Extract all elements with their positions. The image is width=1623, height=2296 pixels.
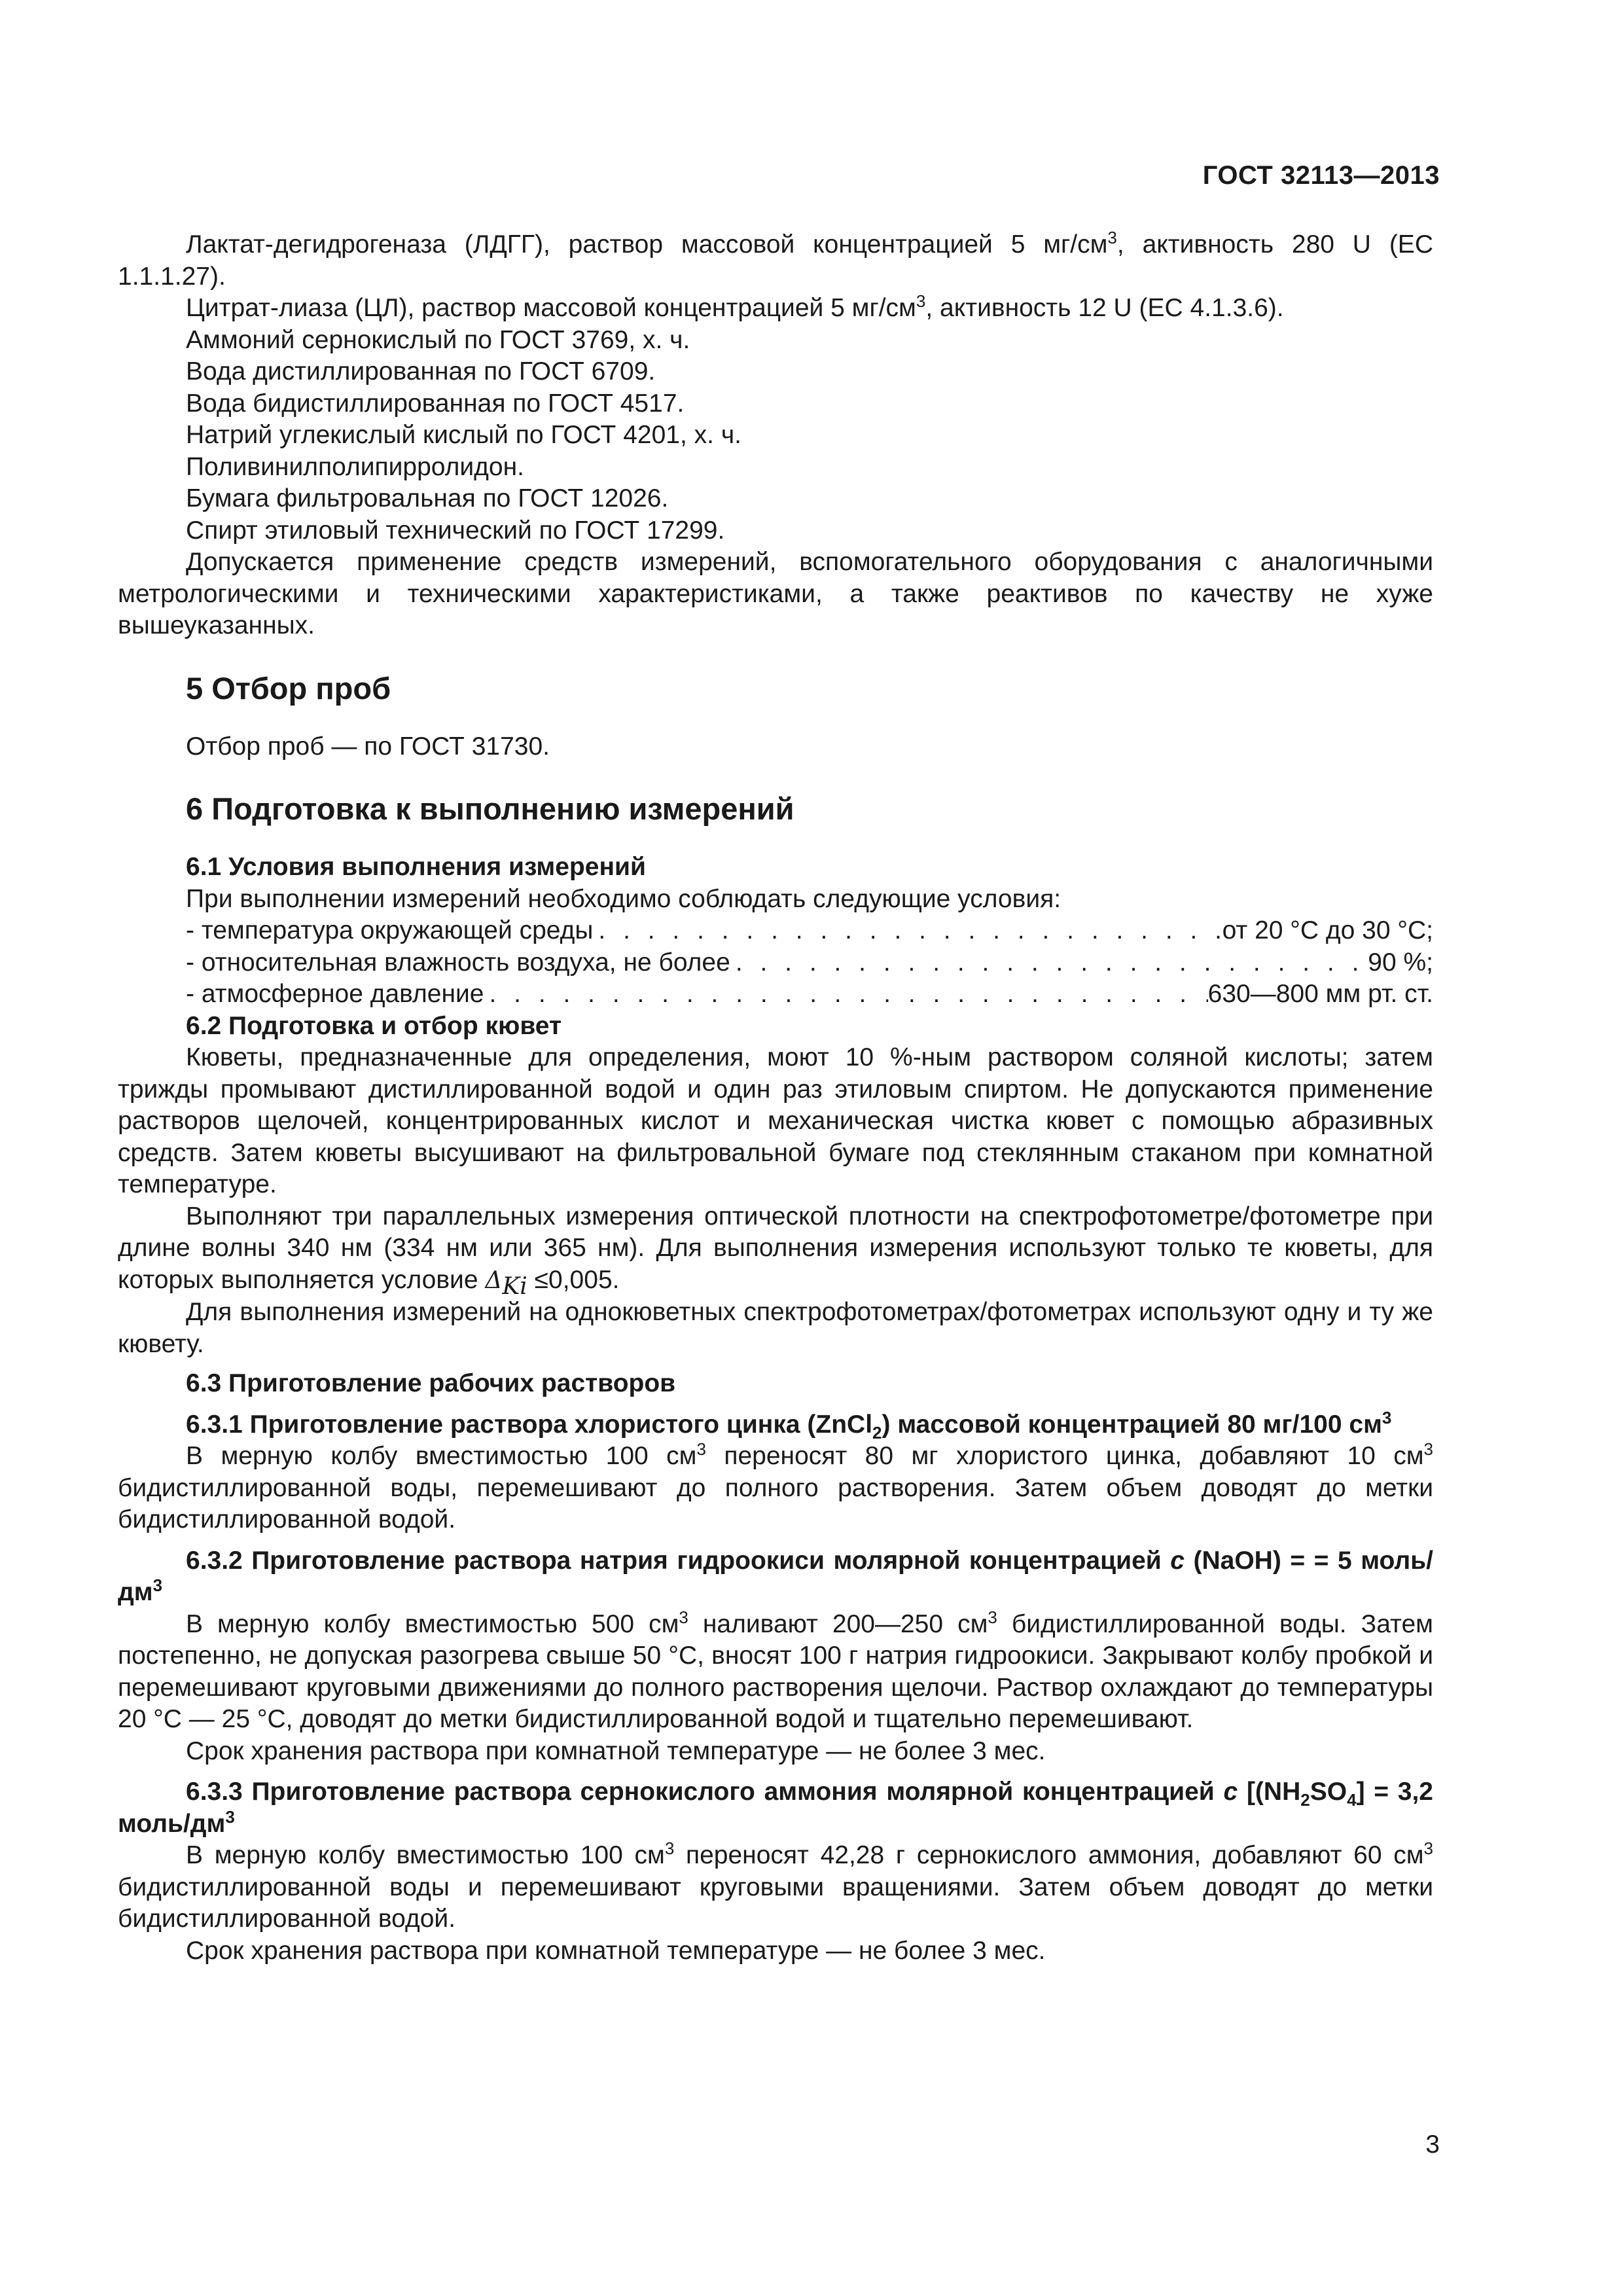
cuvette-wash-paragraph: Кюветы, предназначенные для определения, моют 10 %-ным раствором соляной кислоты; затем трижды промывают дистиллированной водой и один раз этиловым спиртом. Не допускаются применение растворов щелочей, концентрированных кислот и механическая чистка кювет с помощью абразивных средств. Затем кюветы высушивают на фильтровальной бумаге под стеклянным стаканом при комнатной температуре. [118, 1043, 1433, 1198]
condition-pressure: - атмосферное давление . . . 630—800 мм рт. ст. [118, 978, 1433, 1011]
reagent-cl: Цитрат-лиаза (ЦЛ), раствор массовой концентрацией 5 $мг/см^3$, активность 12 U (EC 4.1.3.6). [186, 291, 1284, 322]
ammonium-sulfate-storage: Срок хранения раствора при комнатной температуре — не более 3 мес. [186, 1936, 1046, 1965]
reagent-spirit: Спирт этиловый технический по ГОСТ 17299. [186, 516, 725, 545]
reagent-sodium: Натрий углекислый кислый по ГОСТ 4201, х. ч. [186, 421, 741, 449]
cuvette-single-paragraph: Для выполнения измерений на однокюветных спектрофотометрах/фотометрах используют одну и ту же кювету. [118, 1298, 1433, 1358]
condition-temperature: - температура окружающей среды . . . от 20 °C до 30 °C; [118, 915, 1433, 947]
naoh-storage: Срок хранения раствора при комнатной температуре — не более 3 мес. [186, 1736, 1046, 1765]
naoh-paragraph: В мерную колбу вместимостью 500 $см^3$ наливают 200—250 $см^3$ бидистиллированной воды. Затем постепенно, не допуская разогрева свыше 50 °C, вносят 100 г натрия гидроокиси. Закрывают колбу пробкой и перемешивают круговыми движениями до полного растворения щелочи. Раствор охлаждают до температуры 20 °C — 25 °C, доводят до метки бидистиллированной водой и тщательно перемешивают. [118, 1607, 1433, 1733]
allowed-note: Допускается применение средств измерений, вспомогательного оборудования с аналогичными метрологическими и техническими характеристиками, а также реактивов по качеству не хуже вышеуказанных. [118, 548, 1433, 639]
conditions-intro: При выполнении измерений необходимо соблюдать следующие условия: [186, 884, 1061, 913]
section-6-3-heading: 6.3 Приготовление рабочих растворов [186, 1369, 676, 1397]
condition-humidity: - относительная влажность воздуха, не более . . . 90 %; [118, 947, 1433, 979]
cuvette-measure-paragraph: Выполняют три параллельных измерения оптической плотности на спектрофотометре/фотометре при длине волны 340 нм (334 нм или 365 нм). Для выполнения измерения используют только те кюветы, для которых выполняется условие $\Delta_{Ki} \le 0,005$. [118, 1202, 1433, 1300]
ammonium-sulfate-paragraph: В мерную колбу вместимостью 100 $см^3$ переносят 42,28 г сернокислого аммония, добавляют 60 $см^3$ бидистиллированной воды и перемешивают круговыми вращениями. Затем объем доводят до метки бидистиллированной водой. [118, 1839, 1433, 1933]
reagent-water-bidist: Вода бидистиллированная по ГОСТ 4517. [186, 389, 685, 418]
section-6-heading: 6 Подготовка к выполнению измерений [186, 791, 794, 826]
reagent-pvpp: Поливинилполипирролидон. [186, 452, 524, 481]
zinc-chloride-paragraph: В мерную колбу вместимостью 100 $см^3$ переносят 80 мг хлористого цинка, добавляют 10 $см^3$ бидистиллированной воды, перемешивают до полного растворения. Затем объем доводят до метки бидистиллированной водой. [118, 1439, 1433, 1534]
reagent-ldgg: Лактат-дегидрогеназа (ЛДГГ), раствор массовой концентрацией 5 $мг/см^3$, активность 280 U (EC 1.1.1.27). [118, 228, 1433, 291]
section-5-text: Отбор проб — по ГОСТ 31730. [186, 732, 550, 761]
section-6-3-2-heading: 6.3.2 Приготовление раствора натрия гидроокиси молярной концентрацией c (NaOH) = = 5 моль/$дм^3$ [118, 1546, 1433, 1606]
page-number: 3 [1425, 2130, 1440, 2159]
reagent-water-dist: Вода дистиллированная по ГОСТ 6709. [186, 357, 656, 386]
section-6-3-3-heading: 6.3.3 Приготовление раствора сернокислого аммония молярной концентрацией c [$(NH_2SO_4] = 3,2$ моль/$дм^3$ [118, 1778, 1433, 1838]
reagent-ammonium: Аммоний сернокислый по ГОСТ 3769, х. ч. [186, 325, 690, 354]
section-6-2-heading: 6.2 Подготовка и отбор кювет [186, 1011, 562, 1040]
section-5-heading: 5 Отбор проб [186, 670, 391, 706]
standard-code: ГОСТ 32113—2013 [1202, 161, 1440, 190]
section-6-1-heading: 6.1 Условия выполнения измерений [186, 853, 646, 881]
page-content [118, 229, 1433, 1967]
section-6-3-1-heading: 6.3.1 Приготовление раствора хлористого цинка (ZnCl$_2$) массовой концентрацией 80 мг/100 $см^3$ [186, 1407, 1392, 1443]
reagent-paper: Бумага фильтровальная по ГОСТ 12026. [186, 484, 669, 512]
